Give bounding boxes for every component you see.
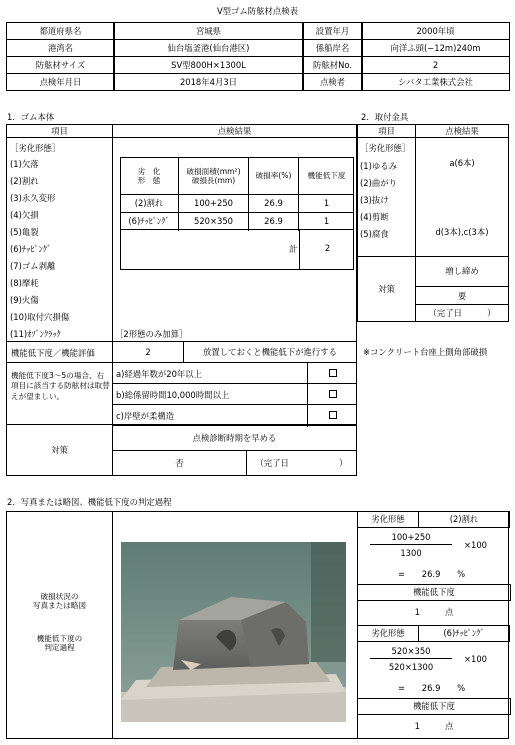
fitting-action-label-cell [357,256,416,322]
eval-value-cell [112,341,184,363]
fraction-line [370,658,452,659]
action-early-cell [112,424,357,451]
section1-col-item: 項目 [6,124,113,138]
degradation-item: (5)亀裂 [10,227,39,237]
calc-times: ×100 [464,540,488,550]
degradation-item: (7)ゴム剥離 [10,261,56,271]
calc-result: = 26.9 % [398,683,466,693]
section3-label: 2．写真または略図、機能低下度の判定過程 [7,497,172,507]
damage-drop: 1 [298,213,354,231]
fitting-action-3-cell [415,304,509,322]
section3-left [6,511,113,739]
fitting-item: (2)曲がり [360,178,397,188]
replace-note: 機能低下度3〜5の場合、右項目に該当する防舷材は取替えが望ましい。 [11,371,110,401]
calc-drop-value: 1 点 [414,607,454,617]
calc-drop-value: 1 点 [414,721,454,731]
header-cell-0-2: 設置年月 [302,22,363,40]
degradation-item: (9)火傷 [10,295,39,305]
addition-note: ［2形態のみ加算］ [115,329,188,339]
degradation-item: (6)ﾁｯﾋﾟﾝｸﾞ [10,244,52,254]
replace-condition-text: b)総係留時間10,000時間以上 [116,390,230,400]
replace-condition [112,383,357,405]
fitting-item: (3)抜け [360,195,389,205]
header-cell-2-0: 防舷材サイズ [6,56,115,74]
damage-table [112,137,357,342]
calc-form-value: (6)ﾁｯﾋﾟﾝｸﾞ [418,625,510,642]
replace-note-cell [6,362,113,425]
replace-condition [112,362,357,384]
header-cell-3-3: シバタ工業株式会社 [361,73,510,91]
fitting-action-1: 増し締め [445,266,479,276]
eval-label: 機能低下度／機能評価 [11,348,95,358]
calc-form-label: 劣化形態 [357,511,419,528]
condition-check-cell [307,363,358,385]
damage-row [120,194,354,212]
calc-numerator: 100+250 [391,532,431,542]
fitting-result-a: a(6本) [449,158,475,168]
fitting-results [415,137,509,257]
degradation-item: (4)欠損 [10,210,39,220]
calc-numerator: 520×350 [391,646,431,656]
header-cell-1-2: 係船岸名 [302,39,363,57]
header-cell-2-3: 2 [361,56,510,74]
damage-rate: 26.9 [248,195,298,213]
degradation-list [6,137,113,342]
header-cell-3-0: 点検年月日 [6,73,115,91]
header-cell-1-1: 仙台塩釜港(仙台港区) [113,39,304,57]
action-label: 対策 [51,445,68,455]
fitting-action-3: （完了日 ） [428,308,496,318]
total-value-cell [299,230,355,270]
fitting-action-1-cell [415,256,509,287]
fitting-item: (5)腐食 [360,229,389,239]
fitting-remark: ※コンクリート台座上側角部破損 [363,347,488,357]
header-cell-0-1: 宮城県 [113,22,304,40]
section2-col-item: 項目 [357,124,416,138]
eval-text-cell [183,341,357,363]
head-form-cell [120,157,178,194]
damage-form: (6)ﾁｯﾋﾟﾝｸﾞ [128,216,170,226]
calc-box [357,511,509,626]
fitting-heading: ［劣化形態］ [360,143,411,153]
condition-check-cell [307,384,358,406]
degradation-item: (3)永久変形 [10,193,56,203]
total-row [120,230,354,270]
degradation-item: (2)割れ [10,176,39,186]
replace-condition [112,404,357,426]
section1-label: 1．ゴム本体 [7,112,55,122]
section3-left-1: 破損状況の 写真または略図 [32,592,87,611]
condition-checkbox[interactable] [329,369,337,377]
degradation-item: (1)欠落 [10,159,39,169]
damage-form: (2)割れ [134,198,164,208]
degradation-item: (11)ｵｿﾞﾝｸﾗｯｸ [10,329,61,339]
damage-row [120,212,354,230]
header-table [6,22,509,92]
fitting-items [357,137,416,257]
section1-col-result: 点検結果 [112,124,357,138]
fitting-item: (4)剪断 [360,212,389,222]
header-cell-3-1: 2018年4月3日 [113,73,304,91]
action-done: （完了日 ） [255,458,348,468]
section2-col-result: 点検結果 [415,124,509,138]
eval-text: 放置しておくと機能低下が進行する [203,347,337,357]
fitting-action-2-cell [415,286,509,305]
section3-left-2: 機能低下度の 判定過程 [36,634,83,653]
action-early: 点検診断時期を早める [192,433,277,443]
calc-denominator: 520×1300 [388,662,434,672]
fender-photo [121,542,346,722]
damage-rate: 26.9 [248,213,298,231]
calc-drop-label: 機能低下度 [357,584,511,601]
damage-area: 520×350 [178,213,248,231]
eval-value: 2 [145,347,151,357]
replace-condition-text: a)経過年数が20年以上 [116,369,203,379]
fraction-line [370,544,452,545]
section2-label: 2．取付金具 [361,112,409,122]
fitting-item: (1)ゆるみ [360,161,397,171]
calc-box [357,625,509,739]
head-rate: 破損率(%) [255,171,292,180]
fender-photo-svg [121,542,346,722]
replace-condition-text: c)岸壁が柔構造 [116,411,175,421]
calc-result: = 26.9 % [398,569,466,579]
calc-form-label: 劣化形態 [357,625,419,642]
calc-form-value: (2)割れ [418,511,510,528]
page-title: V型ゴム防舷材点検表 [216,6,299,16]
head-drop-cell [298,157,354,194]
action-label-cell [6,424,113,476]
damage-area: 100+250 [178,195,248,213]
header-cell-0-0: 都道府県名 [6,22,115,40]
fitting-result-d: d(3本),c(3本) [435,227,489,237]
condition-checkbox[interactable] [329,390,337,398]
calc-times: ×100 [464,654,488,664]
head-drop: 機能低下度 [307,171,346,180]
head-form: 劣 化 形 態 [137,167,161,186]
head-area-cell [178,157,248,194]
damage-drop: 1 [298,195,354,213]
header-cell-1-0: 港湾名 [6,39,115,57]
header-cell-2-1: SV型800H×1300L [113,56,304,74]
action-value-cell [112,450,247,476]
action-done-cell [246,450,357,476]
total-label: 計 [289,244,298,254]
calc-denominator: 1300 [400,548,422,558]
calc-drop-label: 機能低下度 [357,698,511,715]
condition-checkbox[interactable] [329,411,337,419]
header-cell-1-3: 向洋ふ頭(−12m)240m [361,39,510,57]
head-rate-cell [248,157,298,194]
total-value: 2 [324,243,331,253]
action-value: 否 [175,458,184,468]
head-area: 破損面積(mm²) 破損長(mm) [186,167,241,186]
fitting-action-2: 要 [457,291,467,301]
header-cell-0-3: 2000年頃 [361,22,510,40]
degradation-heading: ［劣化形態］ [10,143,61,153]
eval-label-cell [6,341,113,363]
header-cell-2-2: 防舷材No. [302,56,363,74]
degradation-item: (8)摩耗 [10,278,39,288]
header-cell-3-2: 点検者 [302,73,363,91]
fitting-action-label: 対策 [378,284,395,294]
degradation-item: (10)取付穴損傷 [10,312,70,322]
